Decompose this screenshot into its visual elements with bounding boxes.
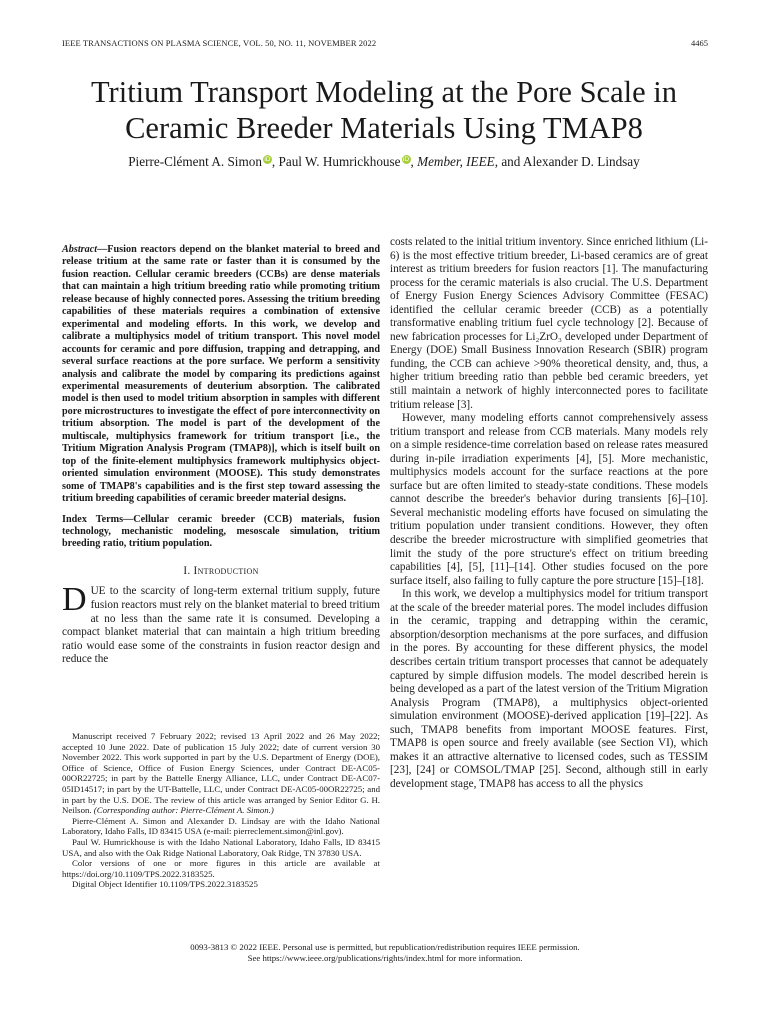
copyright-line-1: 0093-3813 © 2022 IEEE. Personal use is permitted, but republication/redistribution requires IEEE permission. [190, 942, 580, 952]
footnote-doi: Digital Object Identifier 10.1109/TPS.2022.3183525 [72, 879, 258, 890]
footnote-manuscript [62, 731, 380, 816]
footnote-manuscript-text: Manuscript received 7 February 2022; revised 13 April 2022 and 26 May 2022; accepted 10 June 2022. Date of publication 15 July 2022; date of current version 30 November 2022. This work supported in part by the U.S. Department of Energy (DOE), Office of Science, Office of Fusion Energy Sciences, under Contract DE-AC05-00OR22725; in part by the Battelle Energy Alliance, LLC, under Contract DE-AC07-05ID14517; in part by the UT-Battelle, LLC, under Contract DE-AC05-00OR22725; and in part by the U.S. DOE. The review of this article was arranged by Senior Editor G. H. Neilson. [62, 731, 380, 816]
author-humrickhouse: , Paul W. Humrickhouse [271, 154, 401, 169]
footnotes [62, 731, 380, 890]
intro-text: UE to the scarcity of long-term external tritium supply, future fusion reactors must rely on the blanket material to breed tritium at no less than the same rate it is consumed. Developing a compact blanket material that can maintain a high tritium breeding ratio would ease some of the constraints in fusion reactor design and reduce the [62, 585, 380, 666]
orcid-icon[interactable]: iD [264, 155, 271, 163]
running-header: IEEE TRANSACTIONS ON PLASMA SCIENCE, VOL. 50, NO. 11, NOVEMBER 2022 [62, 38, 377, 48]
abstract-lead: Abstract [62, 244, 98, 255]
intro-paragraph [62, 581, 380, 666]
footnote-affiliation-2: Paul W. Humrickhouse is with the Idaho National Laboratory, Idaho Falls, ID 83415 USA, and also with the Oak Ridge National Laboratory, Oak Ridge, TN 37830 USA. [62, 836, 380, 858]
page-number: 4465 [691, 38, 708, 48]
drop-cap: D [62, 581, 87, 619]
paper-title [40, 74, 728, 146]
orcid-icon[interactable]: iD [402, 155, 410, 163]
copyright-notice [62, 942, 708, 964]
author-simon: Pierre-Clément A. Simon [128, 154, 262, 169]
author-lindsay: , and Alexander D. Lindsay [494, 154, 640, 169]
section-heading-introduction: I. Introduction [183, 564, 259, 577]
member-ieee: Member, IEEE [417, 154, 495, 169]
title-line-1: Tritium Transport Modeling at the Pore Scale in [91, 75, 677, 109]
footnote-color-versions[interactable]: Color versions of one or more figures in this article are available at https://doi.org/10.1109/TPS.2022.3183525. [62, 858, 380, 879]
title-line-2: Ceramic Breeder Materials Using TMAP8 [125, 111, 643, 145]
abstract-text: —Fusion reactors depend on the blanket material to breed and release tritium at the same rate or faster than it is consumed by the fusion reaction. Cellular ceramic breeders (CCBs) are dense materials that can maintain a high tritium breeding ratio while promoting tritium release because of highly connected pores. Assessing the tritium breeding capabilities of these materials requires a combination of extensive experimental and modeling efforts. In this work, we develop and calibrate a multiphysics model of tritium transport. This novel model accounts for ceramic and pore diffusion, trapping and detrapping, and several surface reactions at the pore surface. We perform a sensitivity analysis and calibrate the model by comparing its predictions against experimental measurements of deuterium absorption. The calibrated model is then used to model tritium absorption in samples with different pore microstructures to investigate the effect of pore interconnectivity on tritium absorption. The model is part of the development of the multiscale, multiphysics framework for tritium transport [i.e., the Tritium Migration Analysis Program (TMAP8)], which is itself built on top of the finite-element multiphysics framework multiphysics object-oriented simulation environment (MOOSE). This study demonstrates some of TMAP8's capabilities and is the first step toward assessing the tritium breeding capabilities of ceramic breeder material designs. [62, 244, 380, 505]
body-paragraph-3: In this work, we develop a multiphysics model for tritium transport at the scale of the breeder material pores. The model includes diffusion in the ceramic, trapping and detrapping within the ceramic, absorption/desorption mechanisms at the pore surfaces, and diffusion in the pores. By accounting for these different physics, the model describes certain tritium transport processes that cannot be adequately captured by simple diffusion models. The model described herein is being developed as a part of the latest version of the Tritium Migration Analysis Program (TMAP8), a multiphysics object-oriented simulation environment (MOOSE)-derived application [19]–[22]. As such, TMAP8 benefits from important MOOSE features. First, TMAP8 is open source and freely available (see Section VI), which makes it an attractive alternative to licensed codes, such as TESSIM [23], [24] or COMSOL/TMAP [25]. Second, although still in early development stage, TMAP8 has access to all the physics [390, 588, 708, 790]
body-paragraph-2: However, many modeling efforts cannot comprehensively assess tritium transport and release from CCB materials. Many models rely on a simple residence-time correlation based on release rates measured during in-pile irradiation experiments [4], [5]. More mechanistic, multiphysics models account for the surface reactions at the pore surface but are often limited to steady-state conditions. These models cannot describe the breeder's behavior during transients [6]–[10]. Several mechanistic modeling efforts have focused on simulating the tritium population under transient conditions. However, they often describe the breeder microstructure with simplified geometries that limit the study of the pore structure's effect on tritium breeding capabilities [4], [5], [11]–[14]. Other studies focused on the pore surface itself, also failing to fully capture the pore structure [15]–[18]. [390, 412, 708, 587]
index-terms-lead: Index Terms [62, 513, 124, 525]
index-terms-text: —Cellular ceramic breeder (CCB) materials, fusion technology, mechanistic modeling, mesoscale simulation, tritium breeding ratio, tritium population. [62, 513, 380, 550]
abstract [62, 244, 380, 506]
copyright-line-2[interactable]: See https://www.ieee.org/publications/rights/index.html for more information. [247, 953, 523, 963]
right-column [390, 236, 708, 791]
body-paragraph-1: costs related to the initial tritium inventory. Since enriched lithium (Li-6) is the most effective tritium breeder, Li-based ceramics are of great interest as tritium breeders for fusion reactors [1]. The manufacturing process for the ceramic materials is also crucial. The U.S. Department of Energy Fusion Energy Sciences Advisory Committee (FESAC) identified the cellular ceramic breeder (CCB) as a potentially transformative enabling tritium fuel cycle technology [2]. Because of new fabrication processes for Li₂ZrO₃ developed under Department of Energy (DOE) Small Business Innovation Research (SBIR) program funding, the CCB can achieve >90% theoretical density, and, thus, a higher tritium breeding ratio than pebble bed ceramic breeders, yet still maintain a network of highly interconnected pores to facilitate tritium release [3]. [390, 236, 708, 411]
left-column [62, 244, 380, 667]
author-list: Pierre-Clément A. Simon iD, Paul W. Humrickhouse iD, Member, IEEE, and Alexander D. Lindsay [128, 154, 640, 169]
footnote-affiliation-1: Pierre-Clément A. Simon and Alexander D. Lindsay are with the Idaho National Laboratory, Idaho Falls, ID 83415 USA (e-mail: pierreclement.simon@inl.gov). [62, 815, 380, 837]
index-terms [62, 514, 380, 551]
corresponding-author: (Corresponding author: Pierre-Clément A. Simon.) [93, 805, 274, 816]
